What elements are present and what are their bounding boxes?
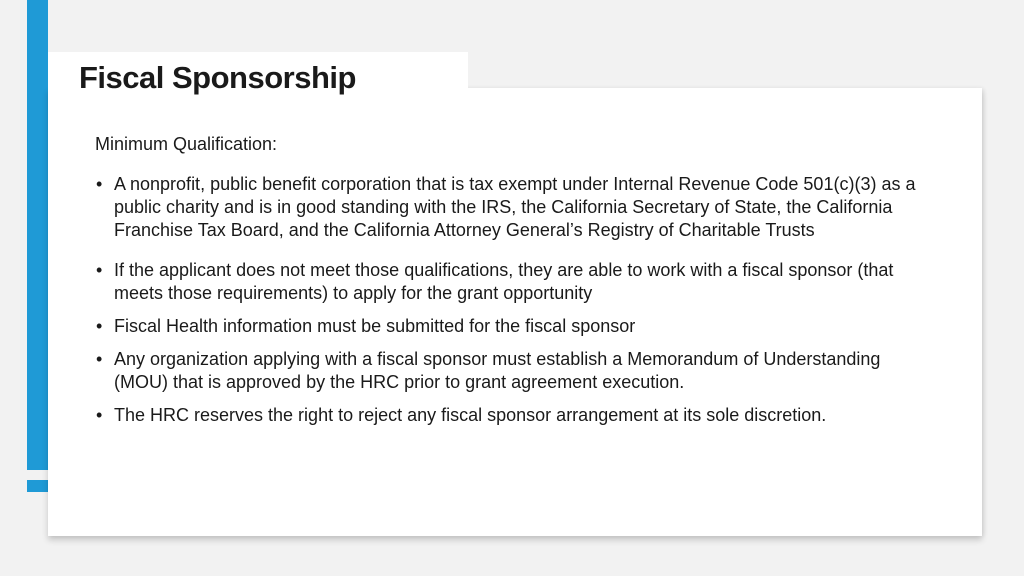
slide-content [95,133,925,437]
bullet-text: A nonprofit, public benefit corporation that is tax exempt under Internal Revenue Code 501(c)(3) as a public charity and is in good standing with the IRS, the California Secretary of State, the California Franchise Tax Board, and the California Attorney General’s Registry of Charitable Trusts [114,174,916,240]
bullet-item [95,259,925,305]
slide-title: Fiscal Sponsorship [79,60,356,95]
bullet-item [95,173,925,242]
subheading: Minimum Qualification: [95,134,278,154]
bullet-list [95,173,925,427]
bullet-item [95,315,925,338]
bullet-marker: • [96,260,103,280]
bullet-marker: • [96,174,103,194]
accent-bar-top [27,0,48,470]
bullet-text: Fiscal Health information must be submitted for the fiscal sponsor [114,316,636,336]
bullet-text: The HRC reserves the right to reject any fiscal sponsor arrangement at its sole discretion. [114,405,827,425]
bullet-text: Any organization applying with a fiscal sponsor must establish a Memorandum of Understanding (MOU) that is approved by the HRC prior to grant agreement execution. [114,349,881,392]
accent-bar-bottom [27,480,48,492]
bullet-item [95,348,925,394]
bullet-item [95,404,925,427]
bullet-marker: • [96,405,103,425]
bullet-marker: • [96,316,103,336]
bullet-text: If the applicant does not meet those qualifications, they are able to work with a fiscal sponsor (that meets those requirements) to apply for the grant opportunity [114,260,894,303]
bullet-marker: • [96,349,103,369]
